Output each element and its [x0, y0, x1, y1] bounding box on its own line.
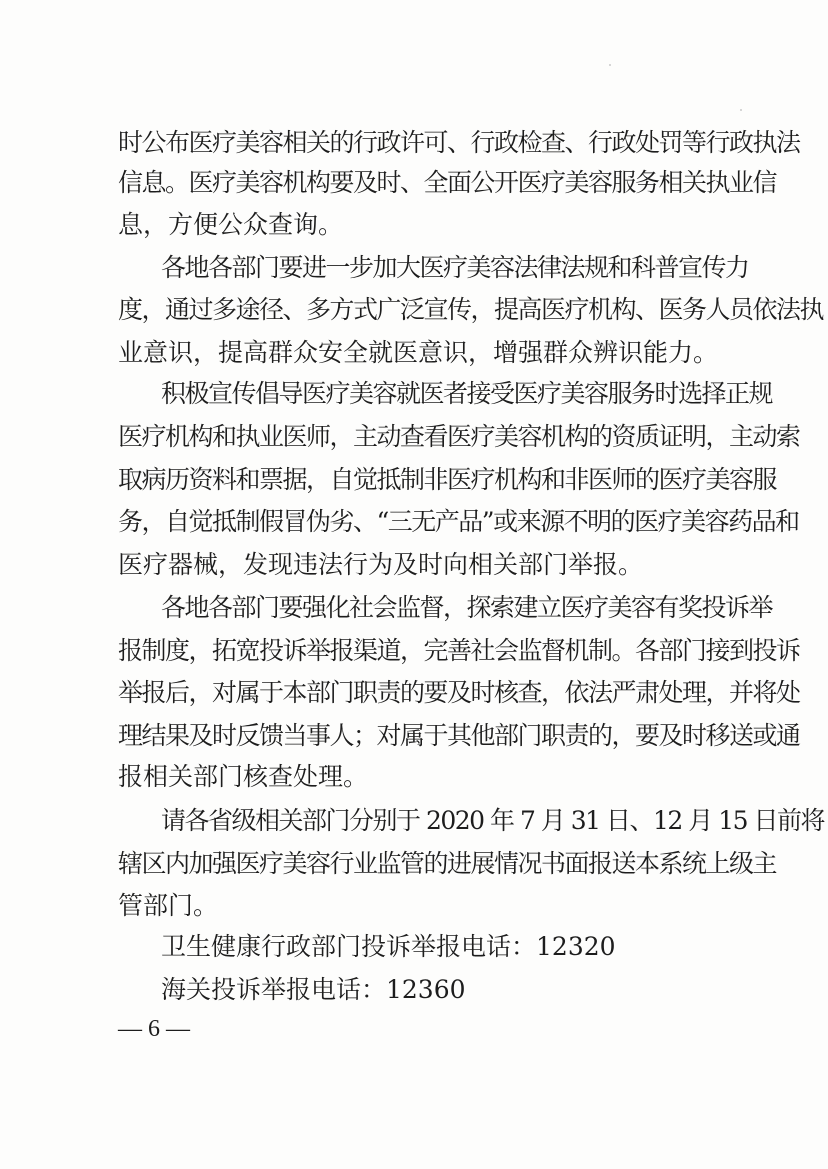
text-line: 务，自觉抵制假冒伪劣、“三无产品”或来源不明的医疗美容药品和 [118, 507, 799, 536]
text-line: 取病历资料和票据，自觉抵制非医疗机构和非医师的医疗美容服 [118, 465, 777, 494]
scan-speck [740, 109, 742, 111]
text-line: 各地各部门要进一步加大医疗美容法律法规和科普宣传力 [161, 253, 749, 282]
text-line: 时公布医疗美容相关的行政许可、行政检查、行政处罚等行政执法 [118, 128, 800, 157]
page-number: — 6 — [118, 1016, 190, 1042]
text-line: 业意识，提高群众安全就医意识，增强群众辨识能力。 [118, 338, 719, 367]
text-line: 举报后，对属于本部门职责的要及时核查，依法严肃处理，并将处 [118, 678, 800, 707]
text-line: 报相关部门核查处理。 [118, 762, 369, 791]
text-line: 管部门。 [118, 891, 219, 920]
text-line: 各地各部门要强化社会监督，探索建立医疗美容有奖投诉举 [161, 593, 773, 622]
text-line: 卫生健康行政部门投诉举报电话：12320 [161, 932, 616, 961]
text-line: 辖区内加强医疗美容行业监管的进展情况书面报送本系统上级主 [118, 849, 777, 878]
text-line: 医疗器械，发现违法行为及时向相关部门举报。 [118, 550, 644, 579]
text-line: 息，方便公众查询。 [118, 210, 344, 239]
text-line: 度，通过多途径、多方式广泛宣传，提高医疗机构、医务人员依法执 [118, 295, 824, 324]
text-line: 请各省级相关部门分别于 2020 年 7 月 31 日、12 月 15 日前将 [161, 806, 824, 835]
text-line: 理结果及时反馈当事人；对属于其他部门职责的，要及时移送或通 [118, 721, 800, 750]
text-line: 报制度，拓宽投诉举报渠道，完善社会监督机制。各部门接到投诉 [118, 636, 800, 665]
scan-speck [609, 64, 611, 66]
text-line: 海关投诉举报电话：12360 [161, 975, 466, 1004]
text-line: 信息。医疗美容机构要及时、全面公开医疗美容服务相关执业信 [118, 168, 777, 197]
text-line: 医疗机构和执业医师，主动查看医疗美容机构的资质证明，主动索 [118, 422, 800, 451]
text-line: 积极宣传倡导医疗美容就医者接受医疗美容服务时选择正规 [161, 379, 773, 408]
